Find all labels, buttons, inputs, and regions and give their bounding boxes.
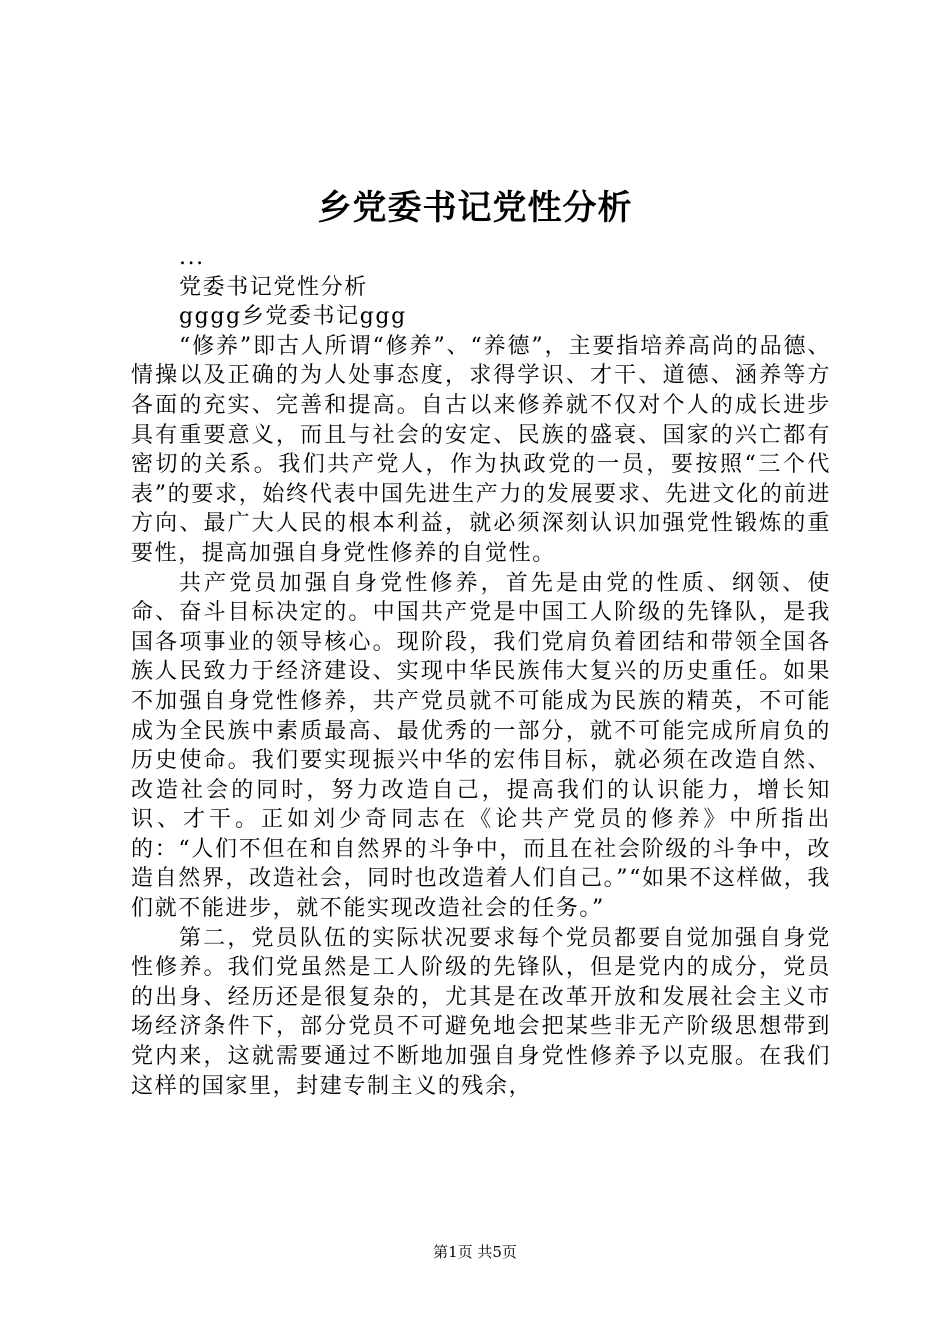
author-line: gggg乡党委书记ggg [179,304,407,330]
document-body [131,243,831,1101]
ellipsis-line: ... [179,245,205,270]
subtitle-line: 党委书记党性分析 [179,274,368,300]
paragraph-1: “修养”即古人所谓“修养”、“养德”，主要指培养高尚的品德、情操以及正确的为人处事态度，求得学识、才干、道德、涵养等方各面的充实、完善和提高。自古以来修养就不仅对个人的成长进步具有重要意义，而且与社会的安定、民族的盛衰、国家的兴亡都有密切的关系。我们共产党人，作为执政党的一员，要按照“三个代表”的要求，始终代表中国先进生产力的发展要求、先进文化的前进方向、最广大人民的根本利益，就必须深刻认识加强党性锻炼的重要性，提高加强自身党性修养的自觉性。 [131,333,831,566]
document-title: 乡党委书记党性分析 [317,188,633,228]
paragraph-2: 共产党员加强自身党性修养，首先是由党的性质、纲领、使命、奋斗目标决定的。中国共产党是中国工人阶级的先锋队，是我国各项事业的领导核心。现阶段，我们党肩负着团结和带领全国各族人民致力于经济建设、实现中华民族伟大复兴的历史重任。如果不加强自身党性修养，共产党员就不可能成为民族的精英，不可能成为全民族中素质最高、最优秀的一部分，就不可能完成所肩负的历史使命。我们要实现振兴中华的宏伟目标，就必须在改造自然、改造社会的同时，努力改造自己，提高我们的认识能力，增长知识、才干。正如刘少奇同志在《论共产党员的修养》中所指出的：“人们不但在和自然界的斗争中，而且在社会阶级的斗争中，改造自然界，改造社会，同时也改造着人们自己。”“如果不这样做，我们就不能进步，就不能实现改造社会的任务。” [131,570,831,922]
paragraph-3: 第二，党员队伍的实际状况要求每个党员都要自觉加强自身党性修养。我们党虽然是工人阶级的先锋队，但是党内的成分，党员的出身、经历还是很复杂的，尤其是在改革开放和发展社会主义市场经济条件下，部分党员不可避免地会把某些非无产阶级思想带到党内来，这就需要通过不断地加强自身党性修养予以克服。在我们这样的国家里，封建专制主义的残余， [131,925,831,1099]
page-footer: 第1页 共5页 [433,1243,517,1261]
